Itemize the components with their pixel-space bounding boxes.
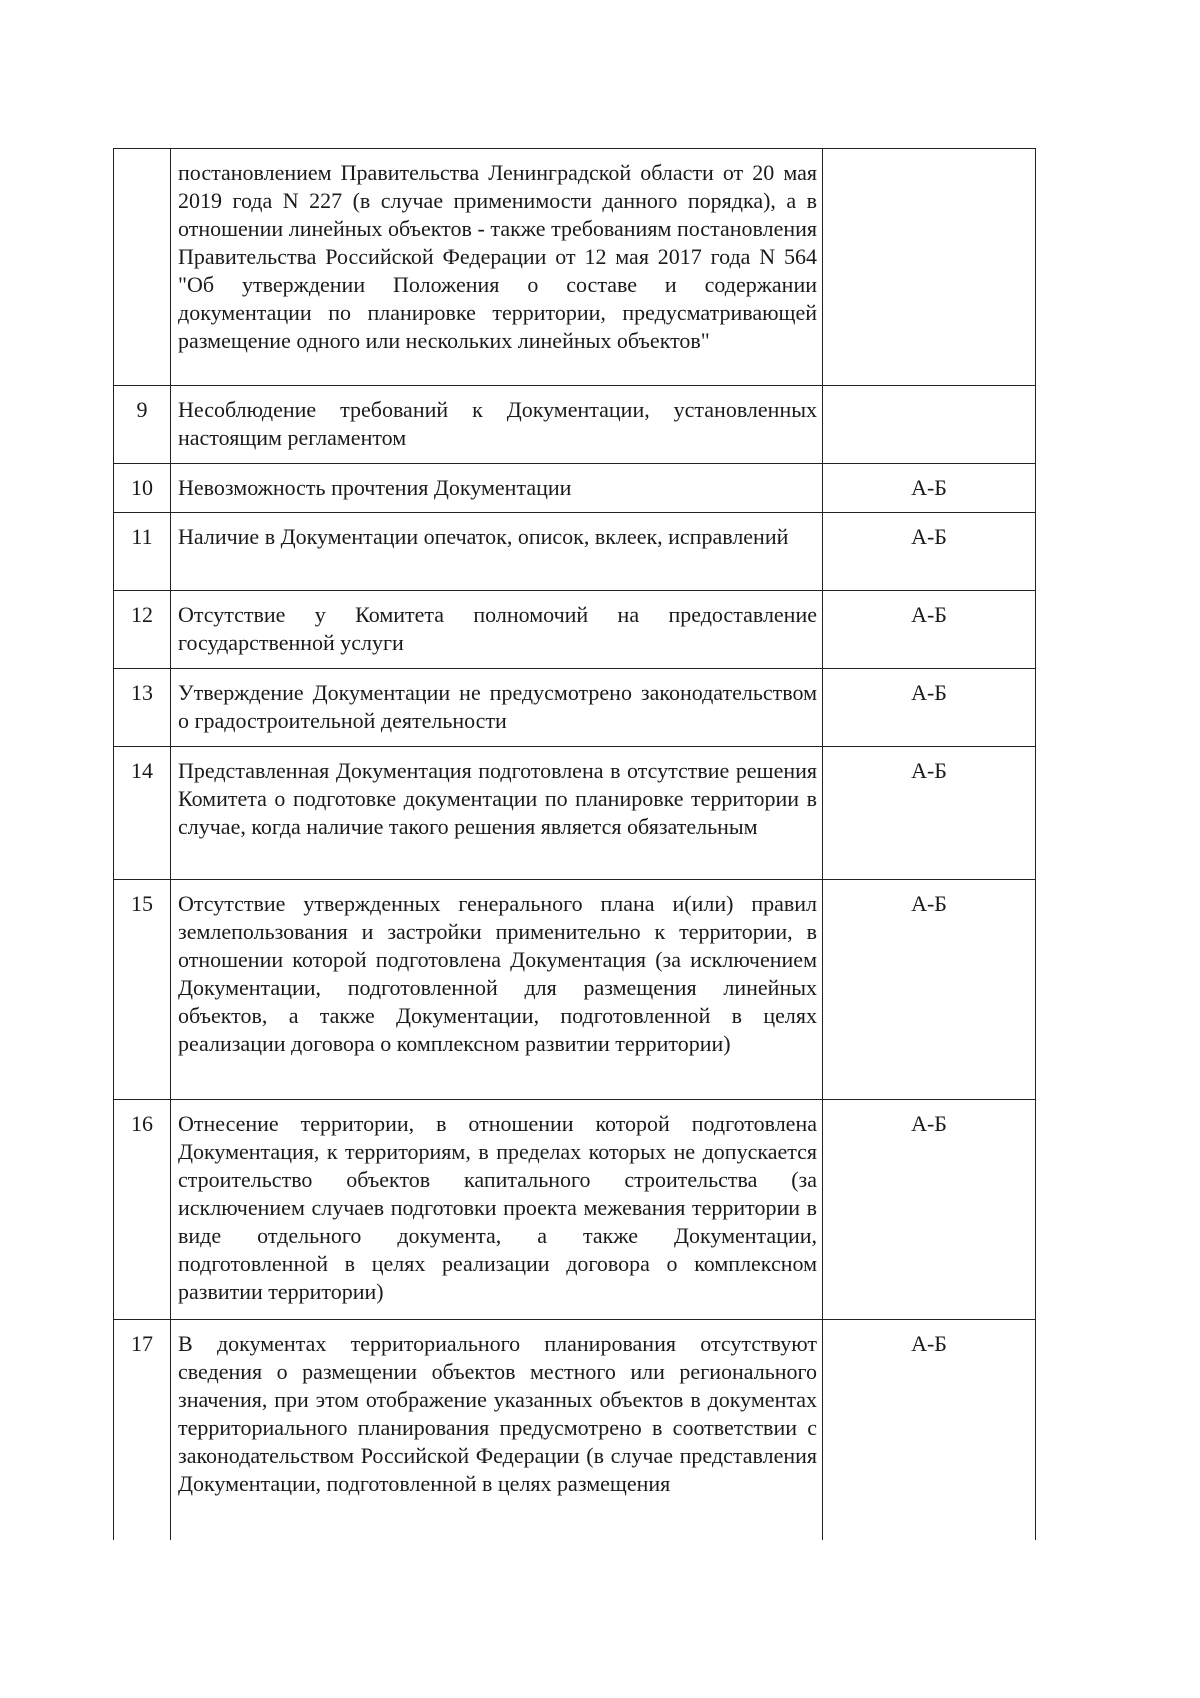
- row-code: [823, 386, 1036, 464]
- row-number: 16: [114, 1100, 171, 1320]
- row-code: А-Б: [823, 880, 1036, 1100]
- row-number: 15: [114, 880, 171, 1100]
- row-code: [823, 149, 1036, 386]
- row-code: А-Б: [823, 464, 1036, 513]
- table-row: [114, 464, 1036, 513]
- row-text: Отсутствие утвержденных генерального плана и(или) правил землепользования и застройки применительно к территории, в отношении которой подготовлена Документация (за исключением Документации, подготовленной для размещения линейных объектов, а также Документации, подготовленной в целях реализации договора о комплексном развитии территории): [171, 880, 823, 1100]
- table-row: [114, 1320, 1036, 1540]
- row-number: 13: [114, 669, 171, 747]
- table-row: [114, 880, 1036, 1100]
- table-row: [114, 513, 1036, 591]
- row-code: А-Б: [823, 747, 1036, 880]
- row-code: А-Б: [823, 1320, 1036, 1540]
- requirements-table: [113, 148, 1036, 1540]
- row-number: 11: [114, 513, 171, 591]
- row-text: Утверждение Документации не предусмотрено законодательством о градостроительной деятельности: [171, 669, 823, 747]
- row-number: [114, 149, 171, 386]
- row-number: 17: [114, 1320, 171, 1540]
- table-row: [114, 669, 1036, 747]
- row-text: постановлением Правительства Ленинградской области от 20 мая 2019 года N 227 (в случае применимости данного порядка), а в отношении линейных объектов - также требованиям постановления Правительства Российской Федерации от 12 мая 2017 года N 564 "Об утверждении Положения о составе и содержании документации по планировке территории, предусматривающей размещение одного или нескольких линейных объектов": [171, 149, 823, 386]
- row-text: Отнесение территории, в отношении которой подготовлена Документация, к территориям, в пределах которых не допускается строительство объектов капитального строительства (за исключением случаев подготовки проекта межевания территории в виде отдельного документа, а также Документации, подготовленной в целях реализации договора о комплексном развитии территории): [171, 1100, 823, 1320]
- table-row: [114, 747, 1036, 880]
- table-row: [114, 386, 1036, 464]
- table-row: [114, 149, 1036, 386]
- row-code: А-Б: [823, 1100, 1036, 1320]
- table-row: [114, 591, 1036, 669]
- row-number: 10: [114, 464, 171, 513]
- row-text: Отсутствие у Комитета полномочий на предоставление государственной услуги: [171, 591, 823, 669]
- row-code: А-Б: [823, 513, 1036, 591]
- row-text: Представленная Документация подготовлена в отсутствие решения Комитета о подготовке документации по планировке территории в случае, когда наличие такого решения является обязательным: [171, 747, 823, 880]
- row-text: Наличие в Документации опечаток, описок, вклеек, исправлений: [171, 513, 823, 591]
- row-number: 9: [114, 386, 171, 464]
- table-row: [114, 1100, 1036, 1320]
- row-code: А-Б: [823, 591, 1036, 669]
- row-code: А-Б: [823, 669, 1036, 747]
- row-text: В документах территориального планирования отсутствуют сведения о размещении объектов местного или регионального значения, при этом отображение указанных объектов в документах территориального планирования предусмотрено в соответствии с законодательством Российской Федерации (в случае представления Документации, подготовленной в целях размещения: [171, 1320, 823, 1540]
- row-number: 14: [114, 747, 171, 880]
- row-text: Несоблюдение требований к Документации, установленных настоящим регламентом: [171, 386, 823, 464]
- row-text: Невозможность прочтения Документации: [171, 464, 823, 513]
- row-number: 12: [114, 591, 171, 669]
